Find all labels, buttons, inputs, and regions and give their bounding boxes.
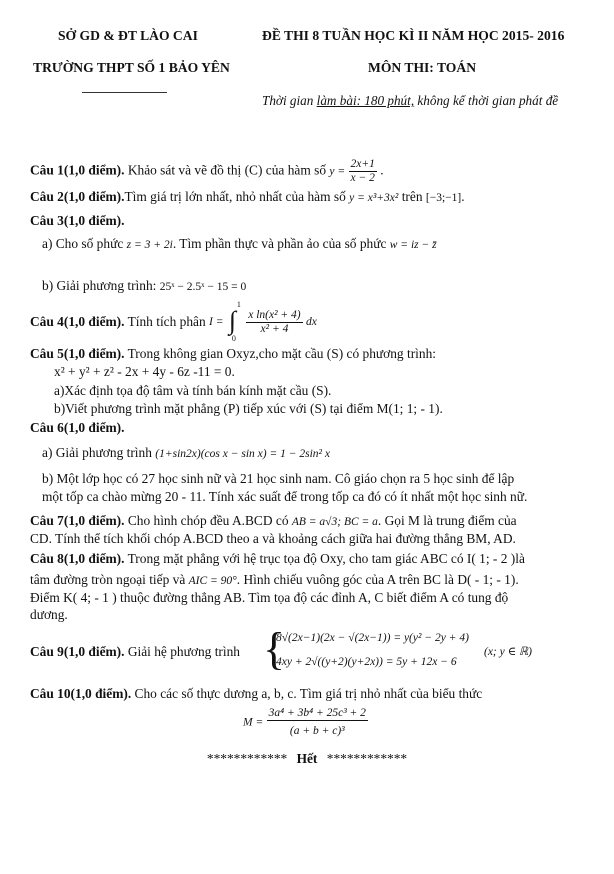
question-4: Câu 4(1,0 điểm). Tính tích phân I = ∫ 1 0 $\frac{\text{x ln(x² + 4)}}{\text{x² + 4}}$ dx [30, 300, 317, 343]
time-allowed: Thời gian làm bài: 180 phút, không kể thời gian phát đề [262, 93, 559, 108]
question-8-line3: Điểm K( 4; - 1 ) thuộc đường thẳng AB. Tìm tọa độ các đỉnh A, C biết điểm A có tung độ [30, 590, 509, 605]
school-name: TRƯỜNG THPT SỐ 1 BẢO YÊN [33, 60, 230, 75]
question-2: Câu 2(1,0 điểm).Tìm giá trị lớn nhất, nhỏ nhất của hàm số y = x³+3x² trên [−3;−1]. [30, 189, 465, 204]
end-marker: ************ Hết ************ [206, 751, 408, 766]
question-5-equation: x² + y² + z² - 2x + 4y - 6z -11 = 0. [54, 364, 235, 379]
system-equation-1: 8√(2x−1)(2x − √(2x−1)) = y(y² − 2y + 4) [276, 632, 469, 644]
question-9: Câu 9(1,0 điểm). Giải hệ phương trình [30, 644, 240, 659]
question-3: Câu 3(1,0 điểm). [30, 213, 125, 228]
system-equation-2: 4xy + 2√((y+2)(y+2x)) = 5y + 12x − 6 [276, 656, 457, 668]
integral-sign: ∫ 1 0 [228, 300, 241, 343]
question-10: Câu 10(1,0 điểm). Cho các số thực dương a, b, c. Tìm giá trị nhỏ nhất của biểu thức [30, 686, 483, 701]
question-6: Câu 6(1,0 điểm). [30, 420, 125, 435]
q4-fraction: $\frac{\text{x ln(x² + 4)}}{\text{x² + 4}}$ [248, 308, 301, 335]
q10-expression: M = $\frac{\text{3a⁴ + 3b⁴ + 25c³ + 2}}{\text{(a + b + c)³}}$ [243, 707, 366, 737]
department-name: SỞ GD & ĐT LÀO CAI [58, 28, 198, 43]
question-7: Câu 7(1,0 điểm). Cho hình chóp đều A.BCD có AB = a√3; BC = a. Gọi M là trung điểm của [30, 513, 517, 528]
system-domain: (x; y ∈ ℝ) [484, 646, 532, 658]
question-5a: a)Xác định tọa độ tâm và tính bán kính mặt cầu (S). [54, 383, 332, 398]
question-8-line4: dương. [30, 607, 68, 622]
question-6b-line1: b) Một lớp học có 27 học sinh nữ và 21 học sinh nam. Cô giáo chọn ra 5 học sinh để lập [42, 471, 515, 486]
question-8: Câu 8(1,0 điểm). Trong mặt phẳng với hệ trục tọa độ Oxy, cho tam giác ABC có I( 1; - 2 )là [30, 551, 525, 566]
question-5b: b)Viết phương trình mặt phẳng (P) tiếp xúc với (S) tại điểm M(1; 1; - 1). [54, 401, 443, 416]
question-6a: a) Giải phương trình (1+sin2x)(cos x − sin x) = 1 − 2sin² x [42, 445, 330, 460]
question-7-line2: CD. Tính thể tích khối chóp A.BCD theo a và khoảng cách giữa hai đường thẳng BM, AD. [30, 531, 516, 546]
subject-title: MÔN THI: TOÁN [368, 60, 477, 75]
question-6b-line2: một tốp ca chào mừng 20 - 11. Tính xác suất để trong tốp ca đó có ít nhất một học sinh nữ. [42, 489, 528, 504]
question-5: Câu 5(1,0 điểm). Trong không gian Oxyz,cho mặt cầu (S) có phương trình: [30, 346, 436, 361]
q1-fraction: $\frac{2x+1}{x - 2}$ [350, 158, 375, 184]
system-brace: { [263, 623, 286, 674]
q10-fraction: $\frac{\text{3a⁴ + 3b⁴ + 25c³ + 2}}{\text{(a + b + c)³}}$ [268, 707, 366, 737]
exam-title: ĐỀ THI 8 TUẦN HỌC KÌ II NĂM HỌC 2015- 2016 [262, 28, 565, 43]
question-3b: b) Giải phương trình: 25ˣ − 2.5ˣ − 15 = 0 [42, 278, 247, 293]
question-1: Câu 1(1,0 điểm). Khảo sát và vẽ đồ thị (C) của hàm số y = $\frac{2x+1}{x - 2}$ . [30, 158, 384, 184]
question-8-line2: tâm đường tròn ngoại tiếp và AIC = 90°. Hình chiếu vuông góc của A trên BC là D( - 1; - 1). [30, 572, 519, 587]
question-3a: a) Cho số phức z = 3 + 2i. Tìm phần thực và phần ảo của số phức w = iz − z̄ [42, 236, 437, 251]
header-divider [82, 92, 167, 93]
